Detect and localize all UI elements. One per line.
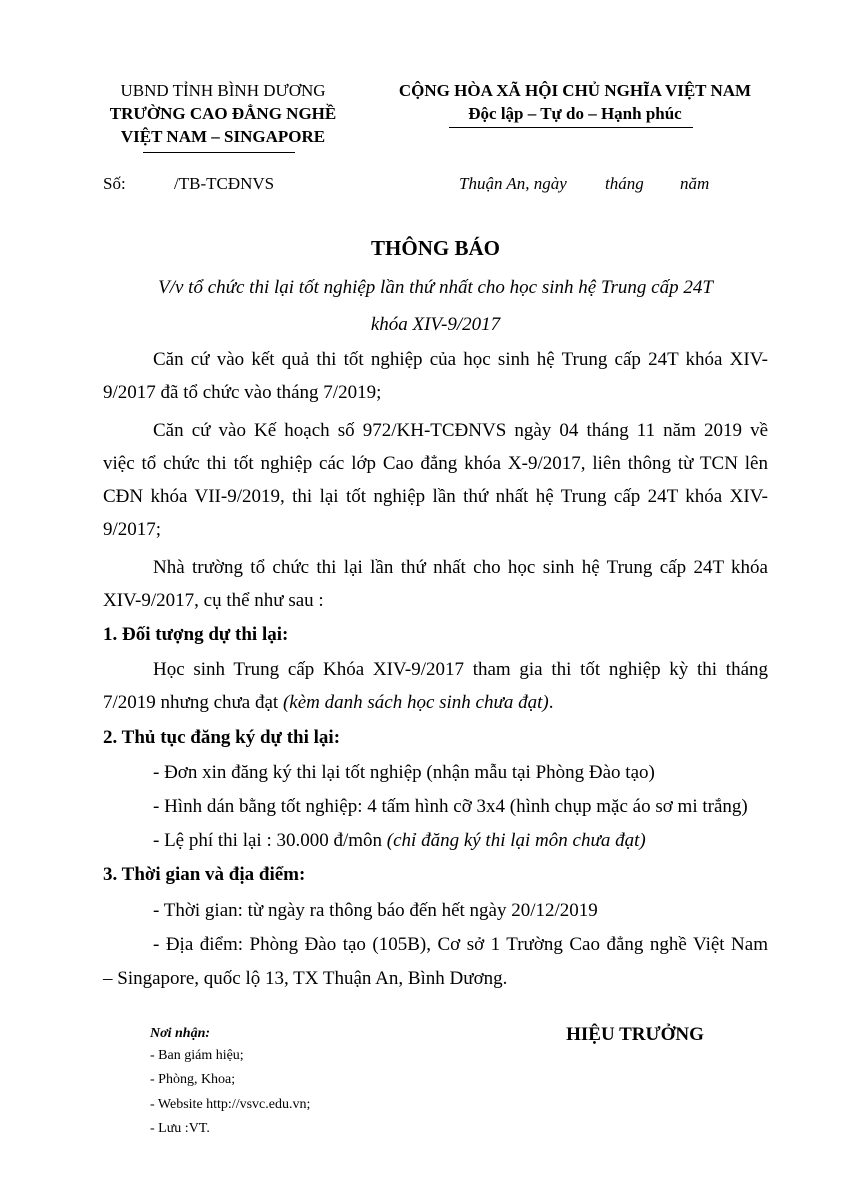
left-header-underline xyxy=(143,152,295,153)
section1-line2: 7/2019 nhưng chưa đạt (kèm danh sách học sinh chưa đạt). xyxy=(103,692,554,713)
agency-name: UBND TỈNH BÌNH DƯƠNG xyxy=(120,81,326,100)
section1-heading: 1. Đối tượng dự thi lại: xyxy=(103,624,289,645)
national-motto: Độc lập – Tự do – Hạnh phúc xyxy=(468,104,682,123)
section2-item1: - Đơn xin đăng ký thi lại tốt nghiệp (nhận mẫu tại Phòng Đào tạo) xyxy=(153,762,655,783)
para1-line1: Căn cứ vào kết quả thi tốt nghiệp của học sinh hệ Trung cấp 24T khóa XIV- xyxy=(153,349,768,370)
section3-heading: 3. Thời gian và địa điểm: xyxy=(103,864,306,885)
recipient-item: - Lưu :VT. xyxy=(150,1121,210,1136)
motto-underline xyxy=(449,127,693,128)
para3-line2: XIV-9/2017, cụ thể như sau : xyxy=(103,590,324,611)
recipient-item: - Website http://vsvc.edu.vn; xyxy=(150,1097,311,1112)
para2-line1: Căn cứ vào Kế hoạch số 972/KH-TCĐNVS ngày 04 tháng 11 năm 2019 về xyxy=(153,420,768,441)
section3-item1: - Thời gian: từ ngày ra thông báo đến hết ngày 20/12/2019 xyxy=(153,900,598,921)
school-name-line2: VIỆT NAM – SINGAPORE xyxy=(120,127,326,146)
section3-item2-line1: - Địa điểm: Phòng Đào tạo (105B), Cơ sở 1 Trường Cao đẳng nghề Việt Nam xyxy=(153,934,768,955)
para2-line2: việc tổ chức thi tốt nghiệp các lớp Cao đẳng khóa X-9/2017, liên thông từ TCN lên xyxy=(103,453,768,474)
document-title: THÔNG BÁO xyxy=(371,236,500,260)
date-year: năm xyxy=(680,174,710,193)
doc-number-label: Số: xyxy=(103,174,126,193)
recipient-item: - Phòng, Khoa; xyxy=(150,1072,236,1087)
doc-number-value: /TB-TCĐNVS xyxy=(174,174,275,193)
section1-line1: Học sinh Trung cấp Khóa XIV-9/2017 tham gia thi tốt nghiệp kỳ thi tháng xyxy=(153,659,768,680)
place-date: Thuận An, ngày xyxy=(459,174,567,193)
para3-line1: Nhà trường tổ chức thi lại lần thứ nhất cho học sinh hệ Trung cấp 24T khóa xyxy=(153,557,768,578)
subtitle-line2: khóa XIV-9/2017 xyxy=(370,314,501,335)
section2-item3: - Lệ phí thi lại : 30.000 đ/môn (chỉ đăng ký thi lại môn chưa đạt) xyxy=(153,830,646,851)
school-name-line1: TRƯỜNG CAO ĐẲNG NGHỀ xyxy=(109,104,337,123)
date-month: tháng xyxy=(605,174,644,193)
recipients-label: Nơi nhận: xyxy=(150,1026,211,1041)
subtitle-line1: V/v tổ chức thi lại tốt nghiệp lần thứ nhất cho học sinh hệ Trung cấp 24T xyxy=(158,277,713,298)
national-title: CỘNG HÒA XÃ HỘI CHỦ NGHĨA VIỆT NAM xyxy=(398,81,752,100)
section3-item2-line2: – Singapore, quốc lộ 13, TX Thuận An, Bình Dương. xyxy=(103,968,508,989)
section2-heading: 2. Thủ tục đăng ký dự thi lại: xyxy=(103,727,341,748)
recipient-item: - Ban giám hiệu; xyxy=(150,1048,244,1063)
para2-line4: 9/2017; xyxy=(103,519,162,540)
signature-title: HIỆU TRƯỞNG xyxy=(566,1024,704,1045)
para2-line3: CĐN khóa VII-9/2019, thi lại tốt nghiệp lần thứ nhất hệ Trung cấp 24T khóa XIV- xyxy=(103,486,768,507)
para1-line2: 9/2017 đã tổ chức vào tháng 7/2019; xyxy=(103,382,382,403)
section2-item2: - Hình dán bằng tốt nghiệp: 4 tấm hình cỡ 3x4 (hình chụp mặc áo sơ mi trắng) xyxy=(153,796,748,817)
